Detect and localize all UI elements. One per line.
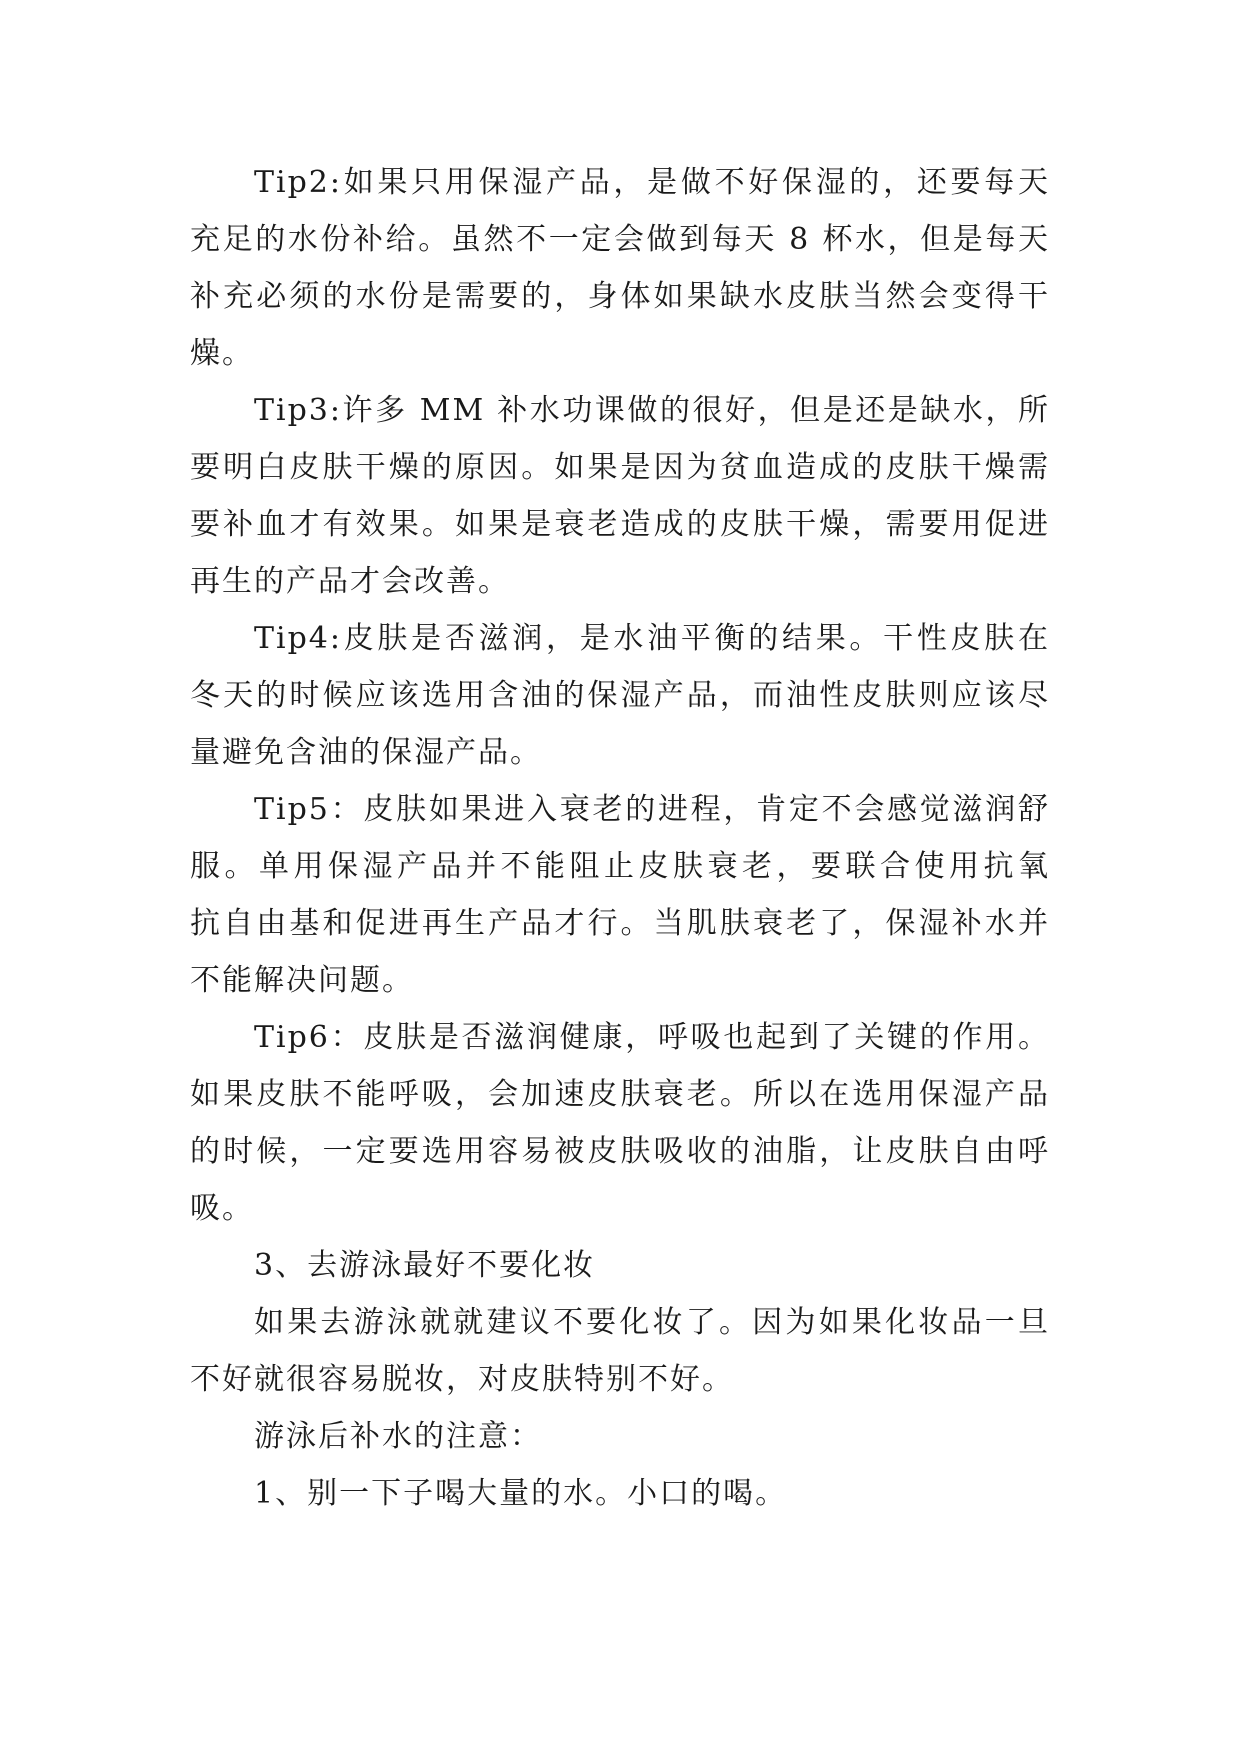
text-line: Tip4:皮肤是否滋润，是水油平衡的结果。干性皮肤在 [254, 621, 1050, 656]
text-line: 再生的产品才会改善。 [190, 564, 510, 599]
list-item-1 [190, 1465, 1060, 1522]
text-line: 游泳后补水的注意： [254, 1419, 542, 1454]
text-line: Tip3:许多 MM 补水功课做的很好，但是还是缺水，所 [254, 393, 1050, 428]
text-line: 抗自由基和促进再生产品才行。当肌肤衰老了，保湿补水并 [190, 906, 1050, 941]
text-line: 的时候，一定要选用容易被皮肤吸收的油脂，让皮肤自由呼 [190, 1134, 1050, 1169]
paragraph-tip2 [190, 154, 1060, 382]
text-line: Tip5：皮肤如果进入衰老的进程，肯定不会感觉滋润舒 [254, 792, 1050, 827]
text-line: 充足的水份补给。虽然不一定会做到每天 8 杯水，但是每天 [190, 222, 1050, 257]
paragraph-tip5 [190, 781, 1060, 1009]
text-line: 冬天的时候应该选用含油的保湿产品，而油性皮肤则应该尽 [190, 678, 1050, 713]
paragraph-tip4 [190, 610, 1060, 781]
text-line: 补充必须的水份是需要的，身体如果缺水皮肤当然会变得干 [190, 279, 1050, 314]
text-line: 吸。 [190, 1191, 254, 1226]
document-body [190, 154, 1060, 1522]
paragraph-tip3 [190, 382, 1060, 610]
text-line: 燥。 [190, 336, 254, 371]
text-line: Tip6：皮肤是否滋润健康，呼吸也起到了关键的作用。 [254, 1020, 1050, 1055]
text-line: 服。单用保湿产品并不能阻止皮肤衰老，要联合使用抗氧 [190, 849, 1050, 884]
text-line: 1、别一下子喝大量的水。小口的喝。 [254, 1476, 788, 1511]
text-line: 3、去游泳最好不要化妆 [254, 1248, 596, 1283]
section-heading [190, 1237, 1060, 1294]
text-line: 不能解决问题。 [190, 963, 414, 998]
paragraph-tip6 [190, 1009, 1060, 1237]
paragraph-swimming-makeup [190, 1294, 1060, 1408]
text-line: 要补血才有效果。如果是衰老造成的皮肤干燥，需要用促进 [190, 507, 1050, 542]
text-line: Tip2:如果只用保湿产品，是做不好保湿的，还要每天 [254, 165, 1050, 200]
paragraph-hydration-notes [190, 1408, 1060, 1465]
text-line: 要明白皮肤干燥的原因。如果是因为贫血造成的皮肤干燥需 [190, 450, 1050, 485]
text-line: 如果去游泳就就建议不要化妆了。因为如果化妆品一旦 [254, 1305, 1050, 1340]
text-line: 不好就很容易脱妆，对皮肤特别不好。 [190, 1362, 734, 1397]
text-line: 量避免含油的保湿产品。 [190, 735, 542, 770]
text-line: 如果皮肤不能呼吸，会加速皮肤衰老。所以在选用保湿产品 [190, 1077, 1050, 1112]
